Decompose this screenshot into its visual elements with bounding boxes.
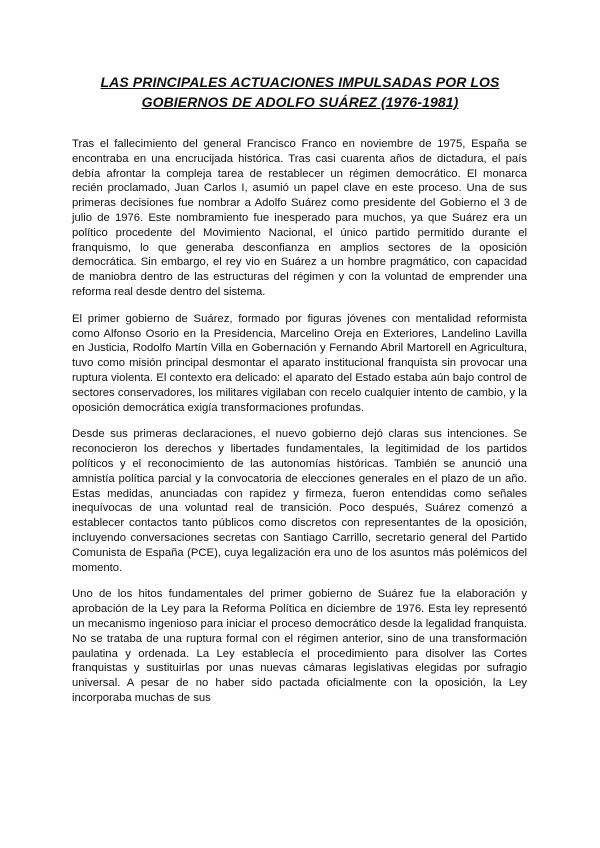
title-line-1: LAS PRINCIPALES ACTUACIONES IMPULSADAS POR LOS: [100, 74, 500, 90]
paragraph-2: El primer gobierno de Suárez, formado por figuras jóvenes con mentalidad reformista como Alfonso Osorio en la Presidencia, Marcelino Oreja en Exteriores, Landelino Lavilla en Justicia, Rodolfo Martín Villa en Gobernación y Fernando Abril Martorell en Agricultura, tuvo como misión principal desmontar el aparato institucional franquista sin provocar una ruptura violenta. El contexto era delicado: el aparato del Estado estaba aún bajo control de sectores conservadores, los militares vigilaban con recelo cualquier intento de cambio, y la oposición democrática exigía transformaciones profundas.: [72, 312, 527, 414]
paragraph-1: Tras el fallecimiento del general Francisco Franco en noviembre de 1975, España se encontraba en una encrucijada histórica. Tras casi cuarenta años de dictadura, el país debía afrontar la compleja tarea de restablecer un régimen democrático. El monarca recién proclamado, Juan Carlos I, asumió un papel clave en este proceso. Una de sus primeras decisiones fue nombrar a Adolfo Suárez como presidente del Gobierno el 3 de julio de 1976. Este nombramiento fue inesperado para muchos, ya que Suárez era un político procedente del Movimiento Nacional, el único partido permitido durante el franquismo, lo que generaba desconfianza en amplios sectores de la oposición democrática. Sin embargo, el rey vio en Suárez a un hombre pragmático, con capacidad de maniobra dentro de las estructuras del régimen y con la voluntad de emprender una reforma real desde dentro del sistema.: [72, 138, 527, 298]
document-title: [60, 72, 540, 112]
document-body: [72, 137, 527, 718]
paragraph-4: Uno de los hitos fundamentales del primer gobierno de Suárez fue la elaboración y aprobación de la Ley para la Reforma Política en diciembre de 1976. Esta ley representó un mecanismo ingenioso para iniciar el proceso democrático desde la legalidad franquista. No se trataba de una ruptura formal con el régimen anterior, sino de una transformación paulatina y ordenada. La Ley establecía el procedimiento para disolver las Cortes franquistas y sustituirlas por unas nuevas cámaras legislativas elegidas por sufragio universal. A pesar de no haber sido pactada oficialmente con la oposición, la Ley incorporaba muchas de sus: [72, 588, 527, 704]
paragraph-3: Desde sus primeras declaraciones, el nuevo gobierno dejó claras sus intenciones. Se reconocieron los derechos y libertades fundamentales, la legitimidad de los partidos políticos y el reconocimiento de las autonomías históricas. También se anunció una amnistía política parcial y la convocatoria de elecciones generales en el plazo de un año. Estas medidas, anunciadas con rapidez y firmeza, fueron entendidas como señales inequívocas de una voluntad real de transición. Poco después, Suárez comenzó a establecer contactos tanto públicos como discretos con representantes de la oposición, incluyendo conversaciones secretas con Santiago Carrillo, secretario general del Partido Comunista de España (PCE), cuya legalización era uno de los asuntos más polémicos del momento.: [72, 428, 527, 574]
title-line-2: GOBIERNOS DE ADOLFO SUÁREZ (1976-1981): [141, 94, 459, 110]
